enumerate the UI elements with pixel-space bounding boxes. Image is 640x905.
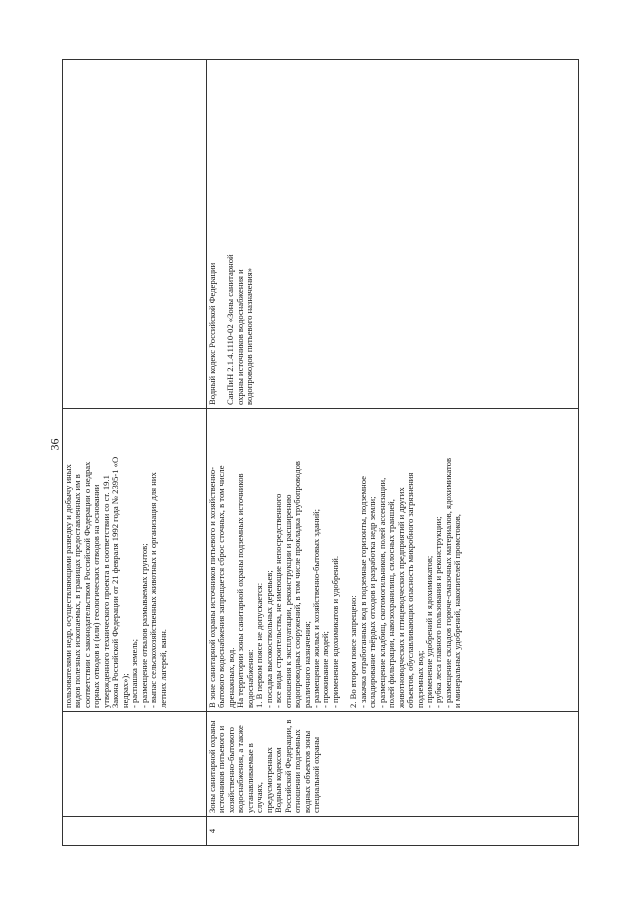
text-line: - размещение жилых и хозяйственно-бытовых зданий; [310,508,321,708]
text-line: - размещение складов горюче-смазочных материалов, ядохимикатов [442,457,453,708]
text-line: 2. Во втором поясе запрещено: [347,594,358,708]
text-line: - размещение отвалов размываемых грунтов; [138,542,149,708]
text-line: пользователями недр, осуществляющими разведку и добычу иных [62,463,73,708]
text-line: отношении подземных [291,728,302,813]
text-line: хозяйственно-бытового [225,726,236,813]
text-line: специальной охраны [310,736,321,813]
text-line: дренажных, вод. [225,647,236,708]
text-line: случаях, предусмотренных [253,746,274,813]
text-line: подземных вод; [414,650,425,708]
text-line: водоснабжения, а также [234,724,245,813]
text-line: Зоны санитарной охраны [206,719,217,813]
text-line: СанПиН 2.1.4.1110-02 «Зоны санитарной [224,253,235,405]
text-line: складирование твёрдых отходов и разработка недр земли; [366,495,377,708]
text-line: Водным кодексом [272,747,283,813]
text-line: горных отводов и (или) геологических отводов на основании [90,484,101,708]
text-line: - закачка отработанных вод в подземные горизонты, подземное [357,475,368,708]
text-line: недрах»); [119,672,130,708]
text-line: В зоне санитарной охраны источников питьевого и хозяйственно- [206,466,217,708]
text-line: - применение ядохимикатов и удобрений. [329,555,340,708]
text-line: водопроводных сооружений, в том числе прокладка трубопроводов [291,460,302,708]
text-line: - рубка леса главного пользования и реконструкции; [432,515,443,708]
page-number: 36 [47,438,62,451]
text-line: На территории зоны санитарной охраны подземных источников [234,472,245,708]
text-line: Водный кодекс Российской Федерации [206,262,217,405]
text-line: устанавливаемые в [244,742,255,813]
text-line: охраны источников водоснабжения и [234,268,245,405]
text-line: - выпас сельскохозяйственных животных и организация для них [147,471,158,708]
text-line: - размещение кладбищ, скотомогильников, полей ассенизации, [376,477,387,708]
zone-name-cell [207,712,578,816]
text-line: водопроводов питьевого назначения» [243,267,254,405]
text-line: летних лагерей, ванн. [157,628,168,708]
text-line: отношения к эксплуатации, реконструкции и расширению [282,494,293,708]
text-line: и минеральных удобрений, накопителей промстоков, [451,513,462,708]
text-line: - распашка земель; [128,638,139,708]
text-line: животноводческих и птицеводческих предприятий и других [395,486,406,708]
row-number-cell: 4 [206,828,217,833]
legal-basis-cell [207,60,407,408]
rotated-page-content [62,59,579,846]
zone-restrictions-cell [207,409,578,711]
text-line: - посадка высокоствольных деревьев; [263,569,274,708]
text-line: видов полезных ископаемых, в границах предоставленных им в [71,473,82,708]
continued-restrictions-cell [63,409,206,711]
text-line: 1. В первом поясе не допускается: [253,582,264,708]
text-line: Российской Федерации, в [282,719,293,813]
text-line: - применение удобрений и ядохимикатов; [423,555,434,708]
text-line: утвержденного технического проекта в соответствии со ст. 19.1 [100,474,111,708]
text-line: - все виды строительства, не имеющие непосредственного [272,493,283,708]
text-line: полей фильтрации, навозохранилищ, силосных траншей, [385,498,396,708]
text-line: водных объектов зоны [301,730,312,813]
text-line: источников питьевого и [215,725,226,813]
text-line: - проживание людей; [319,630,330,708]
regulations-table [62,59,579,846]
text-line: различного назначения; [301,620,312,708]
text-line: водоснабжения: [244,649,255,708]
text-line: соответствии с законодательством Российской Федерации о недрах [81,461,92,708]
text-line: объектов, обуславливающих опасность микробного загрязнения [404,472,415,708]
text-line: бытового водоснабжения запрещается сброс сточных, в том числе [215,464,226,708]
text-line: Закона Российской Федерации от 21 февраля 1992 года № 2395-1 «О [109,456,120,708]
